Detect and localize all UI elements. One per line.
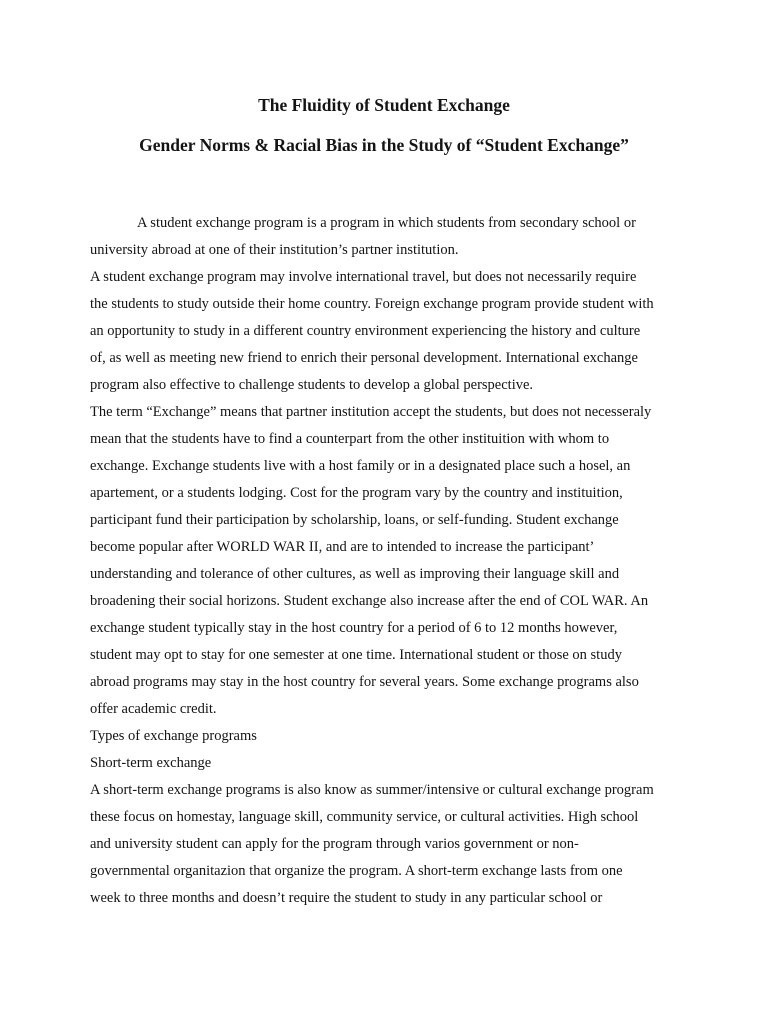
- paragraph-line: these focus on homestay, language skill, community service, or cultural activities. High school: [90, 809, 639, 825]
- paragraph-line: and university student can apply for the program through varios government or non-: [90, 836, 579, 852]
- paragraph-line: mean that the students have to find a counterpart from the other instituition with whom to: [90, 431, 610, 447]
- paragraph-line: abroad programs may stay in the host country for several years. Some exchange programs also: [90, 674, 639, 690]
- paragraph-line: participant fund their participation by scholarship, loans, or self-funding. Student exchange: [90, 512, 619, 528]
- paragraph-line: A student exchange program may involve international travel, but does not necessarily require: [90, 269, 637, 285]
- paragraph-line: an opportunity to study in a different country environment experiencing the history and culture: [90, 323, 641, 339]
- paragraph-line: program also effective to challenge students to develop a global perspective.: [90, 377, 534, 393]
- document-body: [90, 210, 690, 912]
- paragraph-line: The term “Exchange” means that partner institution accept the students, but does not necesseraly: [90, 404, 652, 420]
- paragraph-line: exchange student typically stay in the host country for a period of 6 to 12 months however,: [90, 620, 618, 636]
- paragraph-line: apartement, or a students lodging. Cost for the program vary by the country and instituition,: [90, 485, 623, 501]
- paragraph-line: exchange. Exchange students live with a host family or in a designated place such a hosel, an: [90, 458, 631, 474]
- paragraph-line: offer academic credit.: [90, 701, 217, 717]
- paragraph-line: governmental organitazion that organize the program. A short-term exchange lasts from one: [90, 863, 623, 879]
- document-title: The Fluidity of Student Exchange: [258, 95, 510, 115]
- section-heading: Types of exchange programs: [90, 728, 257, 744]
- paragraph-line: understanding and tolerance of other cultures, as well as improving their language skill and: [90, 566, 620, 582]
- paragraph-line: A short-term exchange programs is also know as summer/intensive or cultural exchange program: [90, 782, 654, 798]
- paragraph-line: week to three months and doesn’t require the student to study in any particular school or: [90, 890, 603, 906]
- paragraph-line: broadening their social horizons. Student exchange also increase after the end of COL WAR. An: [90, 593, 649, 609]
- subsection-heading: Short-term exchange: [90, 755, 212, 771]
- paragraph-line: become popular after WORLD WAR II, and are to intended to increase the participant’: [90, 539, 595, 555]
- paragraph-line: student may opt to stay for one semester at one time. International student or those on study: [90, 647, 622, 663]
- paragraph-line: university abroad at one of their institution’s partner institution.: [90, 242, 459, 258]
- document-subtitle: Gender Norms & Racial Bias in the Study of “Student Exchange”: [139, 135, 629, 155]
- paragraph-line: the students to study outside their home country. Foreign exchange program provide student with: [90, 296, 654, 312]
- paragraph-line: of, as well as meeting new friend to enrich their personal development. International exchange: [90, 350, 638, 366]
- paragraph-line: A student exchange program is a program in which students from secondary school or: [137, 215, 636, 231]
